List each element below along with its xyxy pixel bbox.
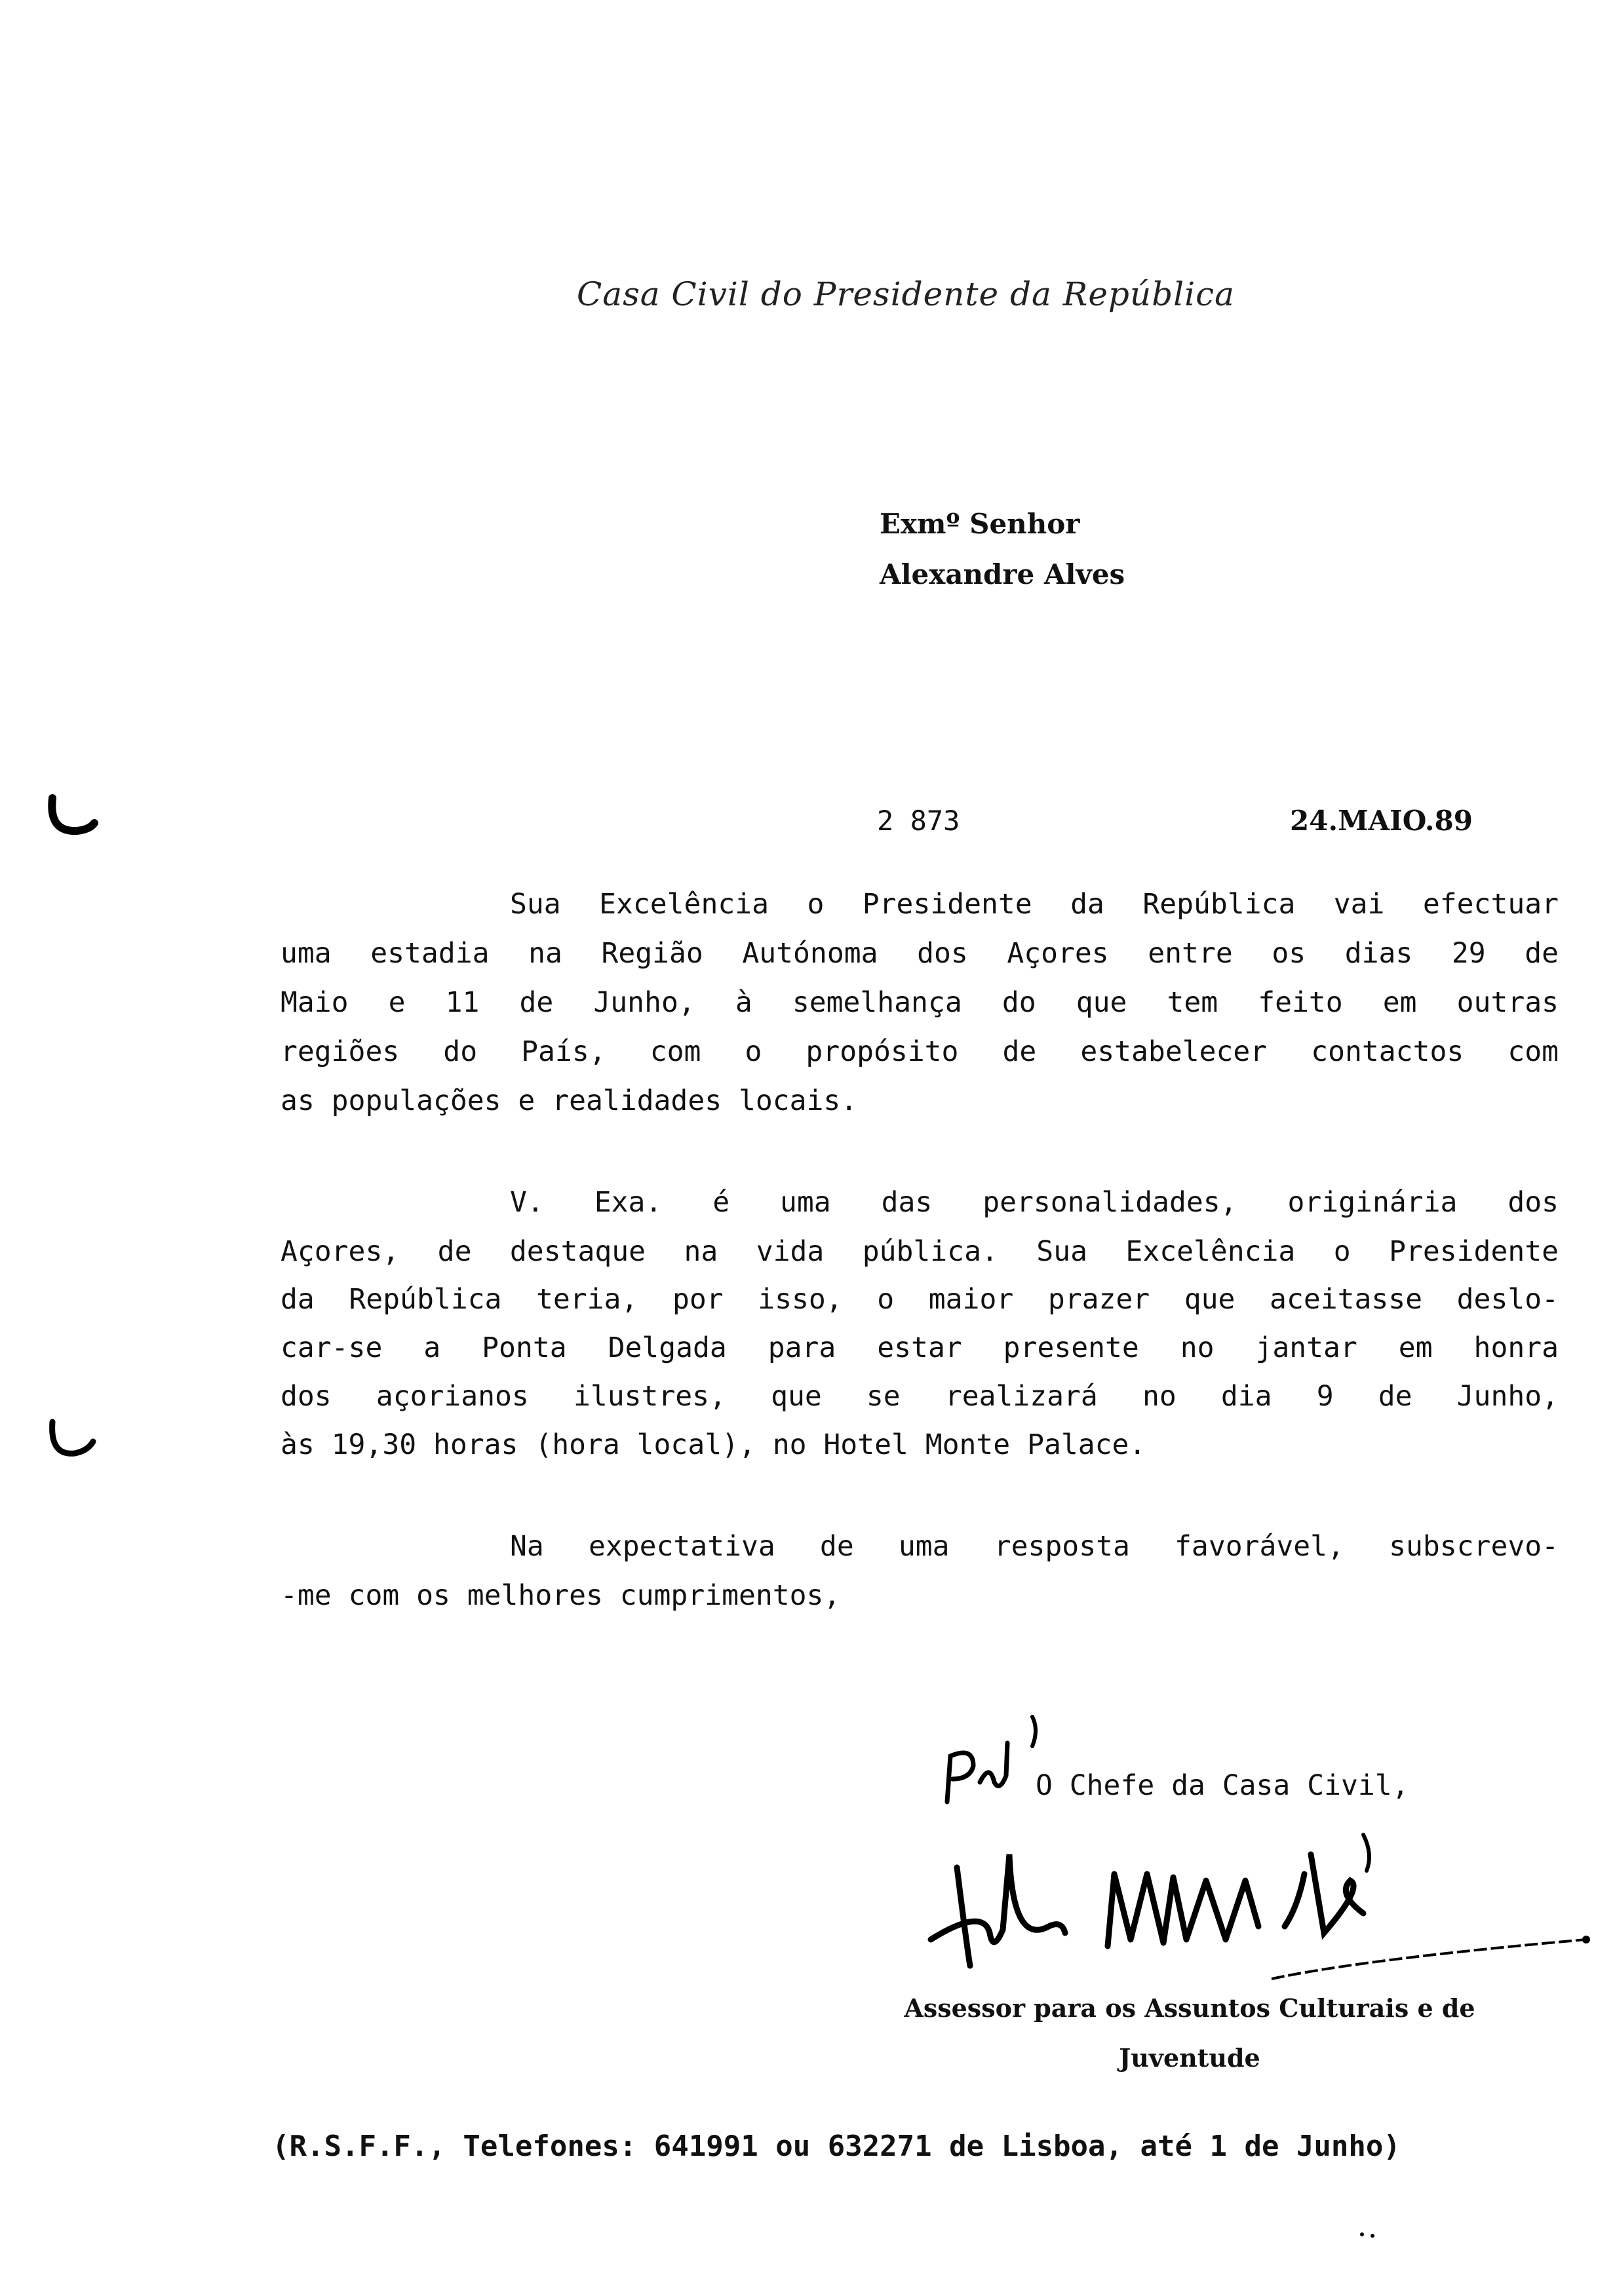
stray-dots bbox=[1357, 2228, 1383, 2241]
paragraph-3-line-1: Na expectativa de uma resposta favorável, subscrevo- bbox=[510, 1530, 1559, 1563]
footer-rsvp: (R.S.F.F., Telefones: 641991 ou 632271 de Lisboa, até 1 de Junho) bbox=[272, 2130, 1401, 2163]
recipient-name: Alexandre Alves bbox=[880, 558, 1125, 590]
paragraph-2-line-5: dos açorianos ilustres, que se realizará no dia 9 de Junho, bbox=[281, 1380, 1559, 1413]
paragraph-2-line-4: car-se a Ponta Delgada para estar presente no jantar em honra bbox=[281, 1331, 1559, 1364]
paragraph-1-line-3: Maio e 11 de Junho, à semelhança do que tem feito em outras bbox=[281, 986, 1559, 1019]
paragraph-3-line-2: -me com os melhores cumprimentos, bbox=[281, 1579, 841, 1612]
reference-number: 2 873 bbox=[877, 805, 960, 837]
signatory-title: O Chefe da Casa Civil, bbox=[1036, 1769, 1409, 1802]
letter-date: 24.MAIO.89 bbox=[1290, 805, 1473, 837]
letterhead: Casa Civil do Presidente da República bbox=[577, 275, 1235, 313]
handwritten-signature bbox=[905, 1815, 1599, 1985]
handwritten-pl-mark bbox=[934, 1710, 1045, 1808]
paragraph-2-line-2: Açores, de destaque na vida pública. Sua Excelência o Presidente bbox=[281, 1235, 1559, 1268]
paragraph-2-line-1: V. Exa. é uma das personalidades, originária dos bbox=[510, 1186, 1559, 1219]
paragraph-1-line-2: uma estadia na Região Autónoma dos Açores entre os dias 29 de bbox=[281, 937, 1559, 970]
recipient-salutation: Exmº Senhor bbox=[880, 508, 1080, 540]
paragraph-1-line-4: regiões do País, com o propósito de estabelecer contactos com bbox=[281, 1035, 1559, 1068]
paragraph-1-line-5: as populações e realidades locais. bbox=[281, 1084, 858, 1117]
hole-punch-mark bbox=[41, 1415, 100, 1468]
hole-punch-mark bbox=[41, 793, 100, 845]
paragraph-1-line-1: Sua Excelência o Presidente da República vai efectuar bbox=[510, 888, 1559, 921]
signatory-role-line-1: Assessor para os Assuntos Culturais e de bbox=[904, 1993, 1475, 2023]
paragraph-2-line-6: às 19,30 horas (hora local), no Hotel Monte Palace. bbox=[281, 1428, 1146, 1461]
paragraph-2-line-3: da República teria, por isso, o maior prazer que aceitasse deslo- bbox=[281, 1283, 1559, 1316]
signatory-role-line-2: Juventude bbox=[1119, 2043, 1260, 2073]
